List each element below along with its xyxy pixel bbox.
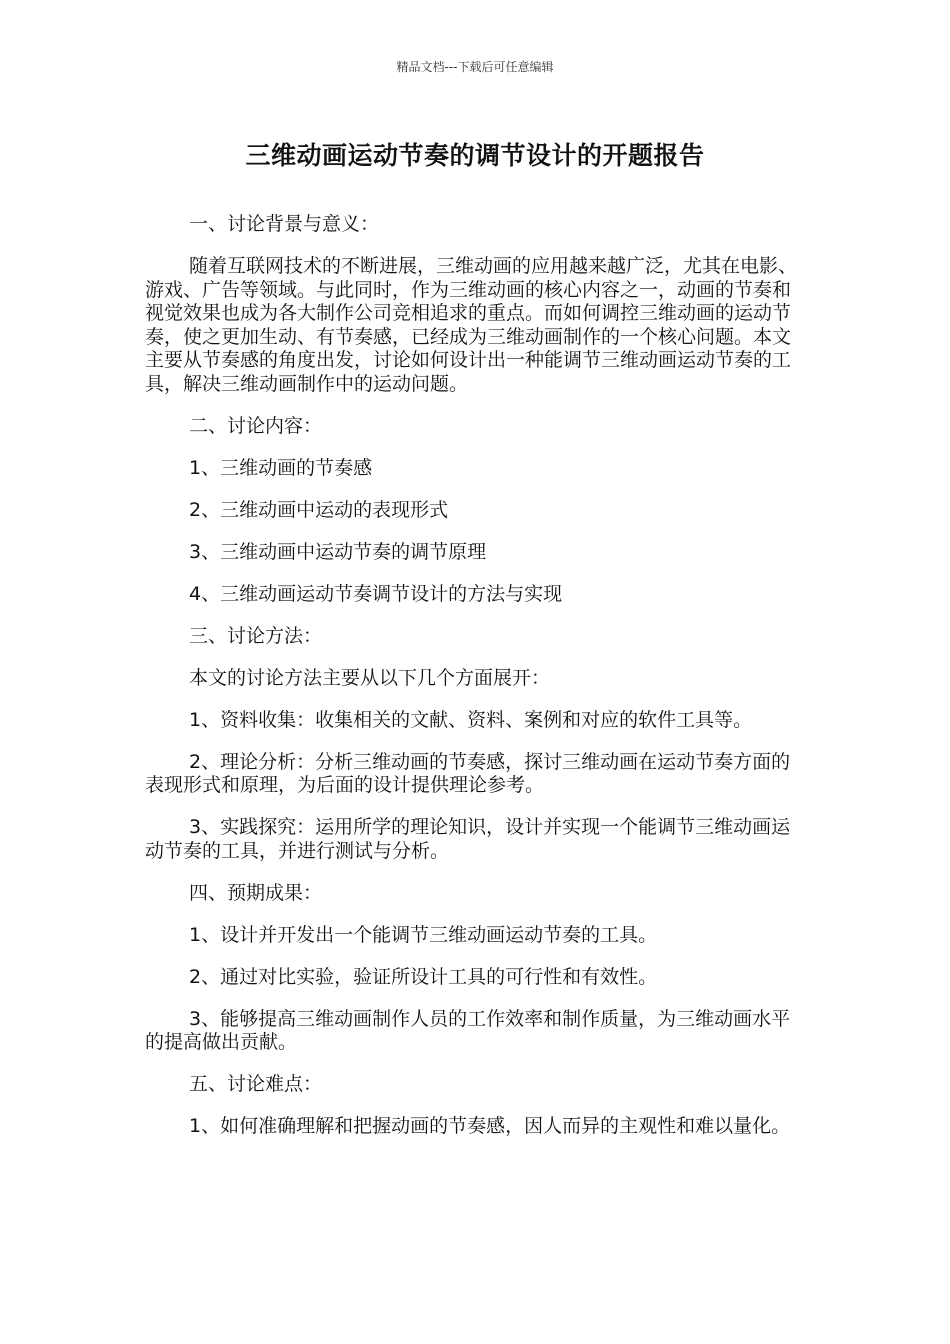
document-body xyxy=(145,213,809,1157)
list-item: 4、三维动画运动节奏调节设计的方法与实现 xyxy=(189,582,563,605)
section-heading-method: 三、讨论方法： xyxy=(189,624,323,647)
page-title: 三维动画运动节奏的调节设计的开题报告 xyxy=(245,141,705,170)
list-item: 3、实践探究：运用所学的理论知识，设计并实现一个能调节三维动画运动节奏的工具，并进行测试与分析。 xyxy=(145,816,791,862)
list-item: 1、资料收集：收集相关的文献、资料、案例和对应的软件工具等。 xyxy=(189,708,753,731)
list-item: 3、能够提高三维动画制作人员的工作效率和制作质量，为三维动画水平的提高做出贡献。 xyxy=(145,1007,791,1053)
section-heading-content: 二、讨论内容： xyxy=(189,414,323,437)
section-heading-difficulties: 五、讨论难点： xyxy=(189,1073,323,1095)
section-heading-background: 一、讨论背景与意义： xyxy=(189,213,380,235)
header-note: 精品文档---下载后可任意编辑 xyxy=(396,60,554,74)
list-item: 3、三维动画中运动节奏的调节原理 xyxy=(189,540,487,563)
list-item: 2、通过对比实验，验证所设计工具的可行性和有效性。 xyxy=(189,965,658,988)
list-item: 1、如何准确理解和把握动画的节奏感，因人而异的主观性和难以量化。 xyxy=(189,1115,791,1137)
list-item: 1、设计并开发出一个能调节三维动画运动节奏的工具。 xyxy=(189,923,658,946)
section-heading-outcomes: 四、预期成果： xyxy=(189,881,323,904)
paragraph-method-intro: 本文的讨论方法主要从以下几个方面展开： xyxy=(189,666,551,689)
list-item: 2、理论分析：分析三维动画的节奏感，探讨三维动画在运动节奏方面的表现形式和原理，为后面的设计提供理论参考。 xyxy=(145,750,791,796)
paragraph-background: 随着互联网技术的不断进展，三维动画的应用越来越广泛，尤其在电影、游戏、广告等领域。与此同时，作为三维动画的核心内容之一，动画的节奏和视觉效果也成为各大制作公司竞相追求的重点。而如何调控三维动画的运动节奏，使之更加生动、有节奏感，已经成为三维动画制作的一个核心问题。本文主要从节奏感的角度出发，讨论如何设计出一种能调节三维动画运动节奏的工具，解决三维动画制作中的运动问题。 xyxy=(145,255,798,395)
list-item: 2、三维动画中运动的表现形式 xyxy=(189,498,449,521)
list-item: 1、三维动画的节奏感 xyxy=(189,456,373,479)
